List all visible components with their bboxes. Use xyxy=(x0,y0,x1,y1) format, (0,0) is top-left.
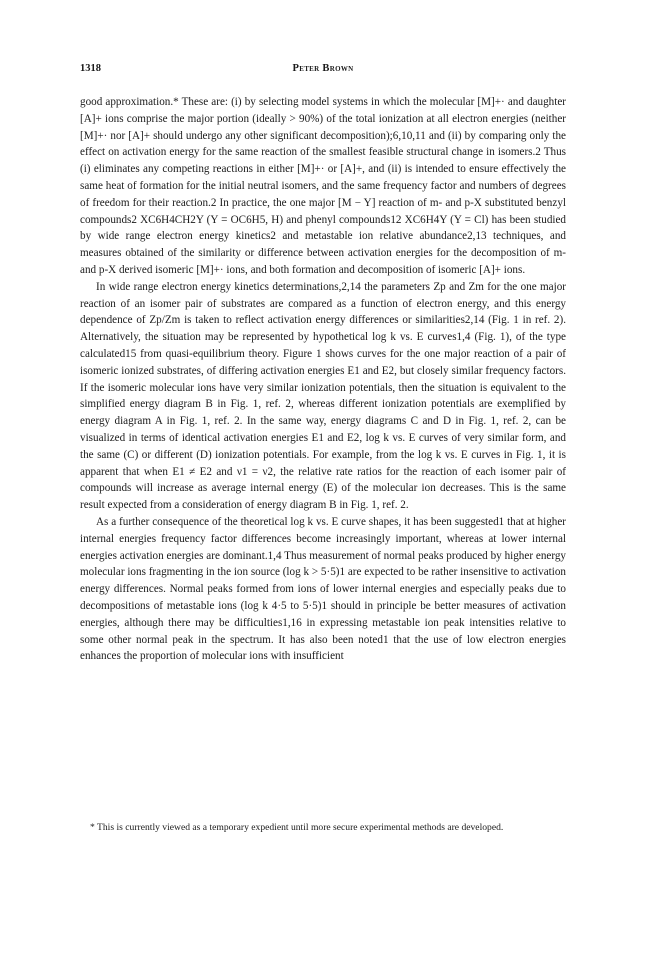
paragraph: In wide range electron energy kinetics determinations,2,14 the parameters Zp and Zm for the one major reaction of an isomer pair of substrates are compared as a function of electron energy, and this energy dependence of Zp/Zm is taken to reflect activation energy differences or similarities2,14 (Fig. 1 in ref. 2). Alternatively, the situation may be represented by hypothetical log k vs. E curves1,4 (Fig. 1), of the type calculated15 from quasi-equilibrium theory. Figure 1 shows curves for the one major reaction of a pair of isomeric ionized substrates, of differing activation energies E1 and E2, but closely similar frequency factors. If the isomeric molecular ions have very similar ionization potentials, then the situation is equivalent to the simplified energy diagram B in Fig. 1, ref. 2, whereas different ionization potentials are exemplified by energy diagram A in Fig. 1, ref. 2. In the same way, energy diagrams C and D in Fig. 1, ref. 2, can be visualized in terms of identical activation energies E1 and E2, log k vs. E curves of very similar form, and the same (C) or different (D) ionization potentials. For example, from the log k vs. E curves in Fig. 1, it is apparent that when E1 ≠ E2 and ν1 = ν2, the relative rate ratios for the reaction of each isomer pair of compounds will increase as average internal energy (E) of the molecular ion decreases. This is the same result expected from a consideration of energy diagram B in Fig. 1, ref. 2. xyxy=(80,280,566,512)
running-author: Peter Brown xyxy=(292,63,354,74)
paragraph: As a further consequence of the theoretical log k vs. E curve shapes, it has been suggested1 that at higher internal energies frequency factor differences become increasingly important, whereas at lower internal energies activation energies are dominant.1,4 Thus measurement of normal peaks produced by higher energy molecular ions fragmenting in the ion source (log k > 5·5)1 are expected to be rather insensitive to activation energy differences. Normal peaks formed from ions of lower internal energies and especially peaks due to decompositions of metastable ions (log k 4·5 to 5·5)1 should in principle be better measures of activation energies, although there may be difficulties1,16 in expressing metastable ion peak intensities relative to some other normal peak in the spectrum. It has also been noted1 that the use of low electron energies enhances the proportion of molecular ions with insufficient xyxy=(80,515,566,663)
paragraph: good approximation.* These are: (i) by selecting model systems in which the molecular [M]+· and daughter [A]+ ions comprise the major portion (ideally > 90%) of the total ionization at all electron energies (neither [M]+· nor [A]+ should undergo any other significant decomposition);6,10,11 and (ii) by comparing only the effect on activation energy for the same reaction of the smallest feasible structural change in isomers.2 Thus (i) eliminates any competing reactions in either [M]+· or [A]+, and (ii) is intended to ensure effectively the same heat of formation for the initial neutral isomers, and the same frequency factor and numbers of degrees of freedom for their reaction.2 In practice, the one major [M − Y] reaction of m- and p-X substituted benzyl compounds2 XC6H4CH2Y (Y = OC6H5, H) and phenyl compounds12 XC6H4Y (Y = Cl) has been studied by wide range electron energy kinetics2 and metastable ion relative abundance2,13 techniques, and measures obtained of the similarity or difference between activation energies for the decomposition of m- and p-X derived isomeric [M]+· ions, and both formation and decomposition of isomeric [A]+ ions. xyxy=(80,96,566,276)
footnote: * This is currently viewed as a temporary expedient until more secure experimental methods are developed. xyxy=(90,822,504,833)
running-header xyxy=(80,63,566,77)
body-text xyxy=(80,94,566,665)
page-number: 1318 xyxy=(80,63,101,74)
